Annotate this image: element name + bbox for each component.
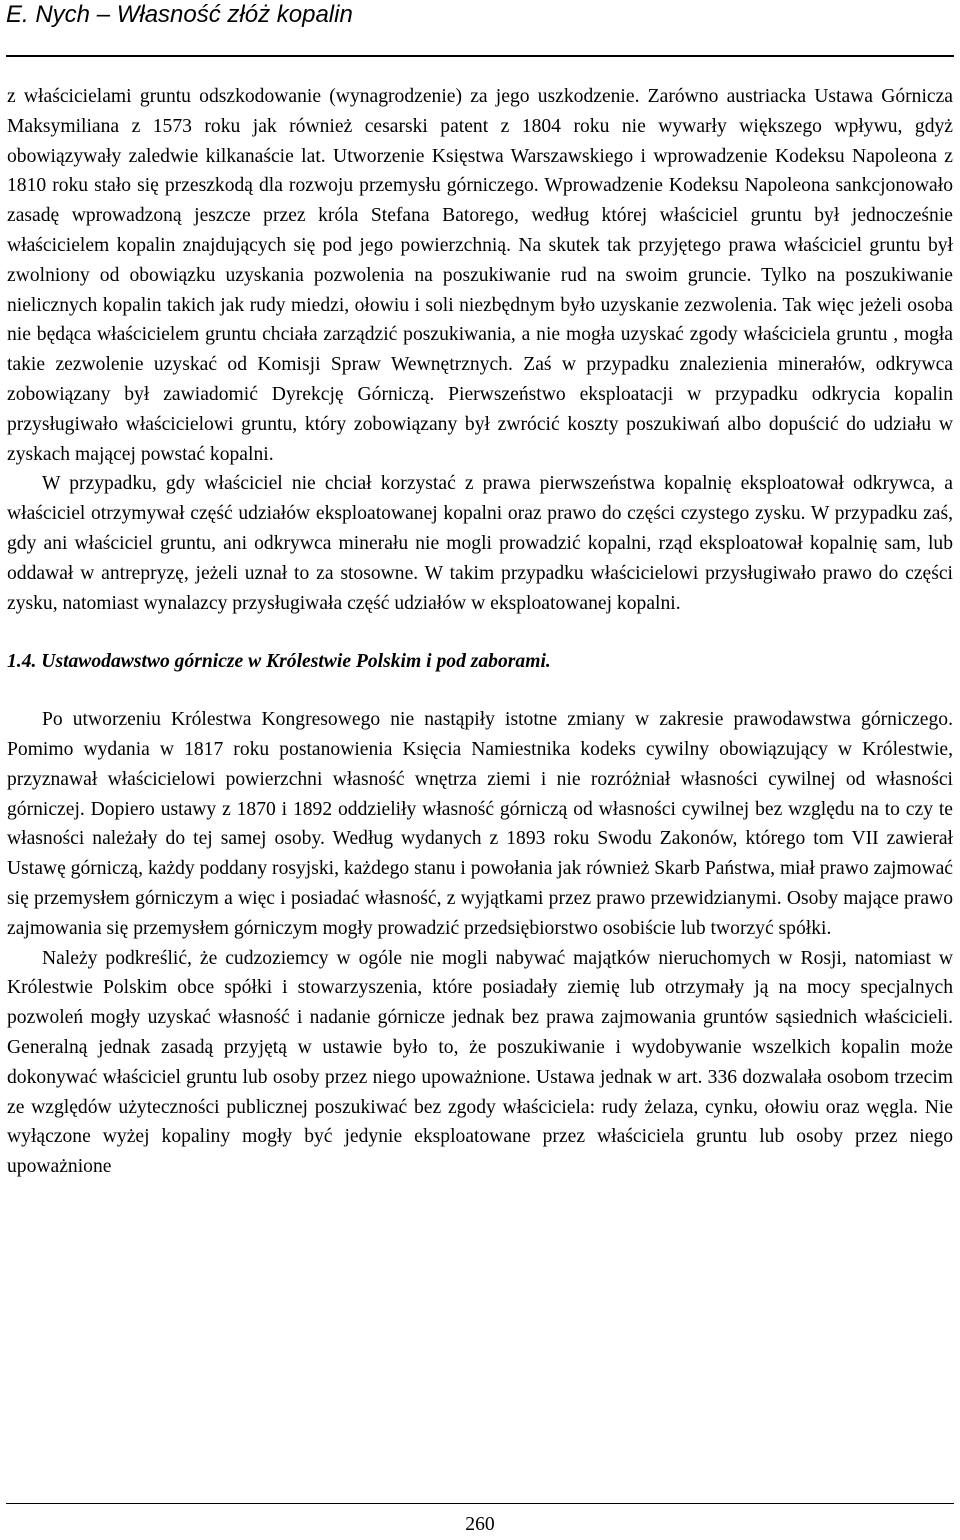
document-body <box>7 82 953 1182</box>
running-header: E. Nych – Własność złóż kopalin <box>6 1 353 28</box>
footer-rule <box>6 1503 954 1504</box>
header-rule <box>6 55 954 57</box>
paragraph-continuation: z właścicielami gruntu odszkodowanie (wynagrodzenie) za jego uszkodzenie. Zarówno austriacka Ustawa Górnicza Maksymiliana z 1573 roku jak również cesarski patent z 1804 roku nie wywarły większego wpływu, gdyż obowiązywały zaledwie kilkanaście lat. Utworzenie Księstwa Warszawskiego i wprowadzenie Kodeksu Napoleona z 1810 roku stało się przeszkodą dla rozwoju przemysłu górniczego. Wprowadzenie Kodeksu Napoleona sankcjonowało zasadę wprowadzoną jeszcze przez króla Stefana Batorego, według której właściciel gruntu był jednocześnie właścicielem kopalin znajdujących się pod jego powierzchnią. Na skutek tak przyjętego prawa właściciel gruntu był zwolniony od obowiązku uzyskania pozwolenia na poszukiwanie rud na swoim gruncie. Tylko na poszukiwanie nielicznych kopalin takich jak rudy miedzi, ołowiu i soli niezbędnym było uzyskanie zezwolenia. Tak więc jeżeli osoba nie będąca właścicielem gruntu chciała zarządzić poszukiwania, a nie mogła uzyskać zgody właściciela gruntu , mogła takie zezwolenie uzyskać od Komisji Spraw Wewnętrznych. Zaś w przypadku znalezienia minerałów, odkrywca zobowiązany był zawiadomić Dyrekcję Górniczą. Pierwszeństwo eksploatacji w przypadku odkrycia kopalin przysługiwało właścicielowi gruntu, który zobowiązany był zwrócić koszty poszukiwań albo dopuścić do udziału w zyskach mającej powstać kopalni. <box>7 86 953 465</box>
paragraph-2: W przypadku, gdy właściciel nie chciał korzystać z prawa pierwszeństwa kopalnię eksploatował odkrywca, a właściciel otrzymywał część udziałów eksploatowanej kopalni oraz prawo do części czystego zysku. W przypadku zaś, gdy ani właściciel gruntu, ani odkrywca minerału nie mogli prowadzić kopalni, rząd eksploatował kopalnię sam, lub oddawał w antrepryzę, jeżeli uznał to za stosowne. W takim przypadku właścicielowi przysługiwało prawo do części zysku, natomiast wynalazcy przysługiwała część udziałów w eksploatowanej kopalni. <box>7 473 953 614</box>
paragraph-3: Po utworzeniu Królestwa Kongresowego nie nastąpiły istotne zmiany w zakresie prawodawstwa górniczego. Pomimo wydania w 1817 roku postanowienia Księcia Namiestnika kodeks cywilny obowiązujący w Królestwie, przyznawał właścicielowi powierzchni własność wnętrza ziemi i nie rozróżniał własności cywilnej od własności górniczej. Dopiero ustawy z 1870 i 1892 oddzieliły własność górniczą od własności cywilnej bez względu na to czy te własności należały do tej samej osoby. Według wydanych z 1893 roku Swodu Zakonów, którego tom VII zawierał Ustawę górniczą, każdy poddany rosyjski, każdego stanu i powołania jak również Skarb Państwa, miał prawo zajmować się przemysłem górniczym a więc i posiadać własność, z wyjątkami przez prawo przewidzianymi. Osoby mające prawo zajmowania się przemysłem górniczym mogły prowadzić przedsiębiorstwo osobiście lub tworzyć spółki. <box>7 709 953 939</box>
section-heading: 1.4. Ustawodawstwo górnicze w Królestwie Polskim i pod zaborami. <box>7 651 551 673</box>
paragraph-4: Należy podkreślić, że cudzoziemcy w ogóle nie mogli nabywać majątków nieruchomych w Rosji, natomiast w Królestwie Polskim obce spółki i stowarzyszenia, które posiadały ziemię lub otrzymały ją na mocy specjalnych pozwoleń mogły uzyskać własność i nadanie górnicze jednak bez prawa zajmowania gruntów sąsiednich właścicieli. Generalną jednak zasadą przyjętą w ustawie było to, że poszukiwanie i wydobywanie wszelkich kopalin może dokonywać właściciel gruntu lub osoby przez niego upoważnione. Ustawa jednak w art. 336 dozwalała osobom trzecim ze względów użyteczności publicznej poszukiwać bez zgody właściciela: rudy żelaza, cynku, ołowiu oraz węgla. Nie wyłączone wyżej kopaliny mogły być jedynie eksploatowane przez właściciela gruntu lub osoby przez niego upoważnione <box>7 947 953 1178</box>
page-number: 260 <box>465 1514 495 1535</box>
